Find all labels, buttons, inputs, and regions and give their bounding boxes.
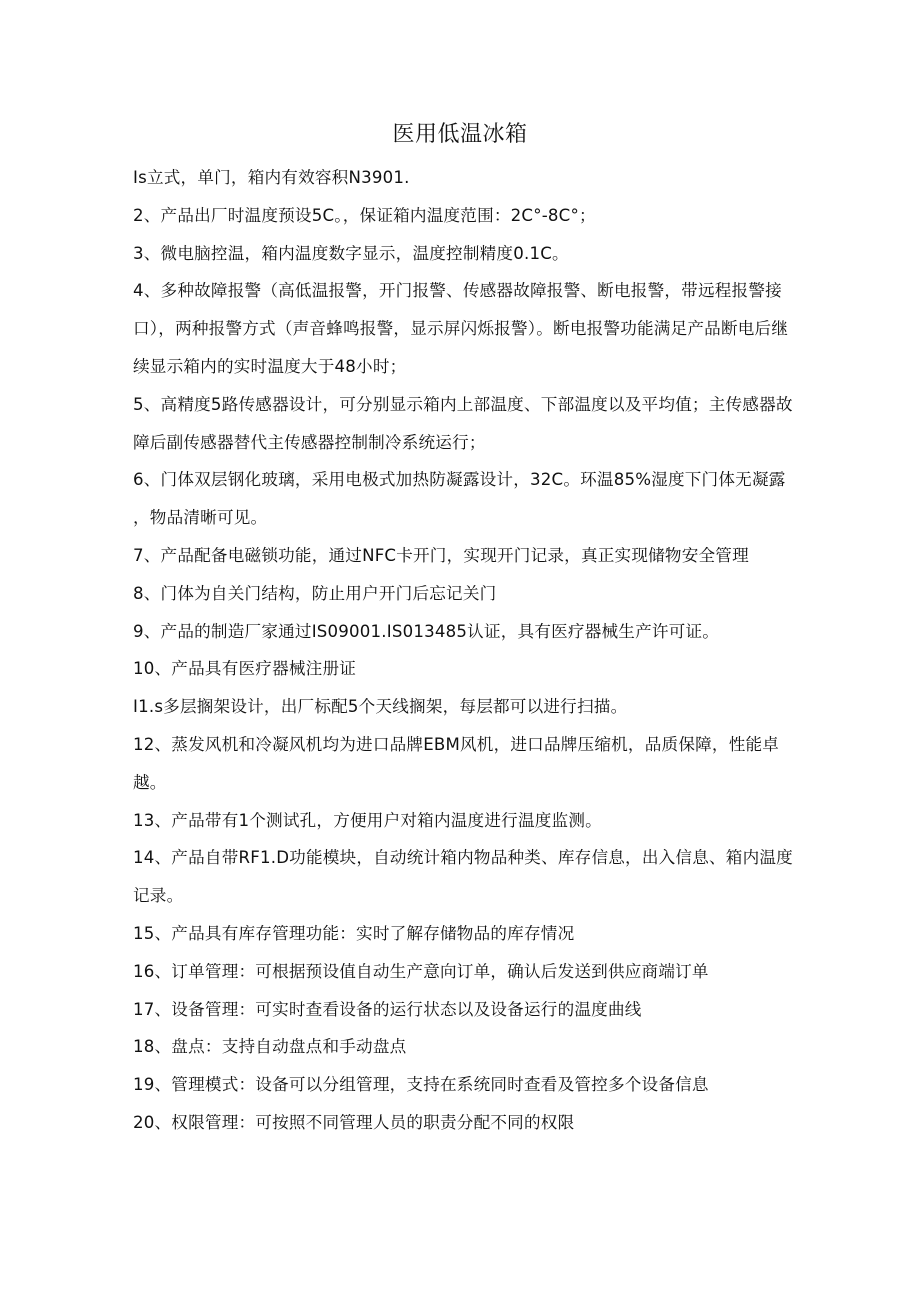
spec-item-10: 10、产品具有医疗器械注册证 [133, 659, 357, 679]
spec-item-15: 15、产品具有库存管理功能：实时了解存储物品的库存情况 [133, 923, 575, 943]
spec-item-3: 3、微电脑控温，箱内温度数字显示，温度控制精度0.1C。 [133, 243, 569, 263]
spec-list [133, 159, 793, 1142]
spec-item-2: 2、产品出厂时温度预设5C。，保证箱内温度范围：2C°-8C°； [133, 205, 596, 225]
spec-item-16: 16、订单管理：可根据预设值自动生产意向订单，确认后发送到供应商端订单 [133, 961, 709, 981]
spec-item-20: 20、权限管理：可按照不同管理人员的职责分配不同的权限 [133, 1112, 575, 1132]
spec-item-7: 7、产品配备电磁锁功能，通过NFC卡开门，实现开门记录，真正实现储物安全管理 [133, 545, 749, 565]
spec-item-11: I1.s多层搁架设计，出厂标配5个天线搁架，每层都可以进行扫描。 [133, 697, 628, 717]
spec-item-9: 9、产品的制造厂家通过IS09001.IS013485认证，具有医疗器械生产许可证。 [133, 621, 720, 641]
spec-item-13: 13、产品带有1个测试孔，方便用户对箱内温度进行温度监测。 [133, 810, 602, 830]
spec-item-18: 18、盘点：支持自动盘点和手动盘点 [133, 1037, 407, 1057]
spec-item-12: 12、蒸发风机和冷凝风机均为进口品牌EBM风机，进口品牌压缩机，品质保障，性能卓越。 [133, 734, 780, 792]
spec-item-1: Is立式，单门，箱内有效容积N3901. [133, 168, 410, 187]
spec-item-19: 19、管理模式：设备可以分组管理，支持在系统同时查看及管控多个设备信息 [133, 1075, 709, 1095]
spec-item-8: 8、门体为自关门结构，防止用户开门后忘记关门 [133, 583, 497, 603]
spec-item-6: 6、门体双层钢化玻璃，采用电极式加热防凝露设计，32C。环温85%湿度下门体无凝露，物品清晰可见。 [133, 470, 786, 528]
spec-item-5: 5、高精度5路传感器设计，可分别显示箱内上部温度、下部温度以及平均值；主传感器故障后副传感器替代主传感器控制制冷系统运行； [133, 394, 793, 452]
spec-item-4: 4、多种故障报警（高低温报警，开门报警、传感器故障报警、断电报警，带远程报警接口），两种报警方式（声音蜂鸣报警，显示屏闪烁报警）。断电报警功能满足产品断电后继续显示箱内的实时温度大于48小时； [133, 281, 789, 376]
spec-item-17: 17、设备管理：可实时查看设备的运行状态以及设备运行的温度曲线 [133, 999, 642, 1019]
document-title: 医用低温冰箱 [392, 122, 528, 147]
spec-item-14: 14、产品自带RF1.D功能模块，自动统计箱内物品种类、库存信息，出入信息、箱内温度记录。 [133, 848, 793, 906]
